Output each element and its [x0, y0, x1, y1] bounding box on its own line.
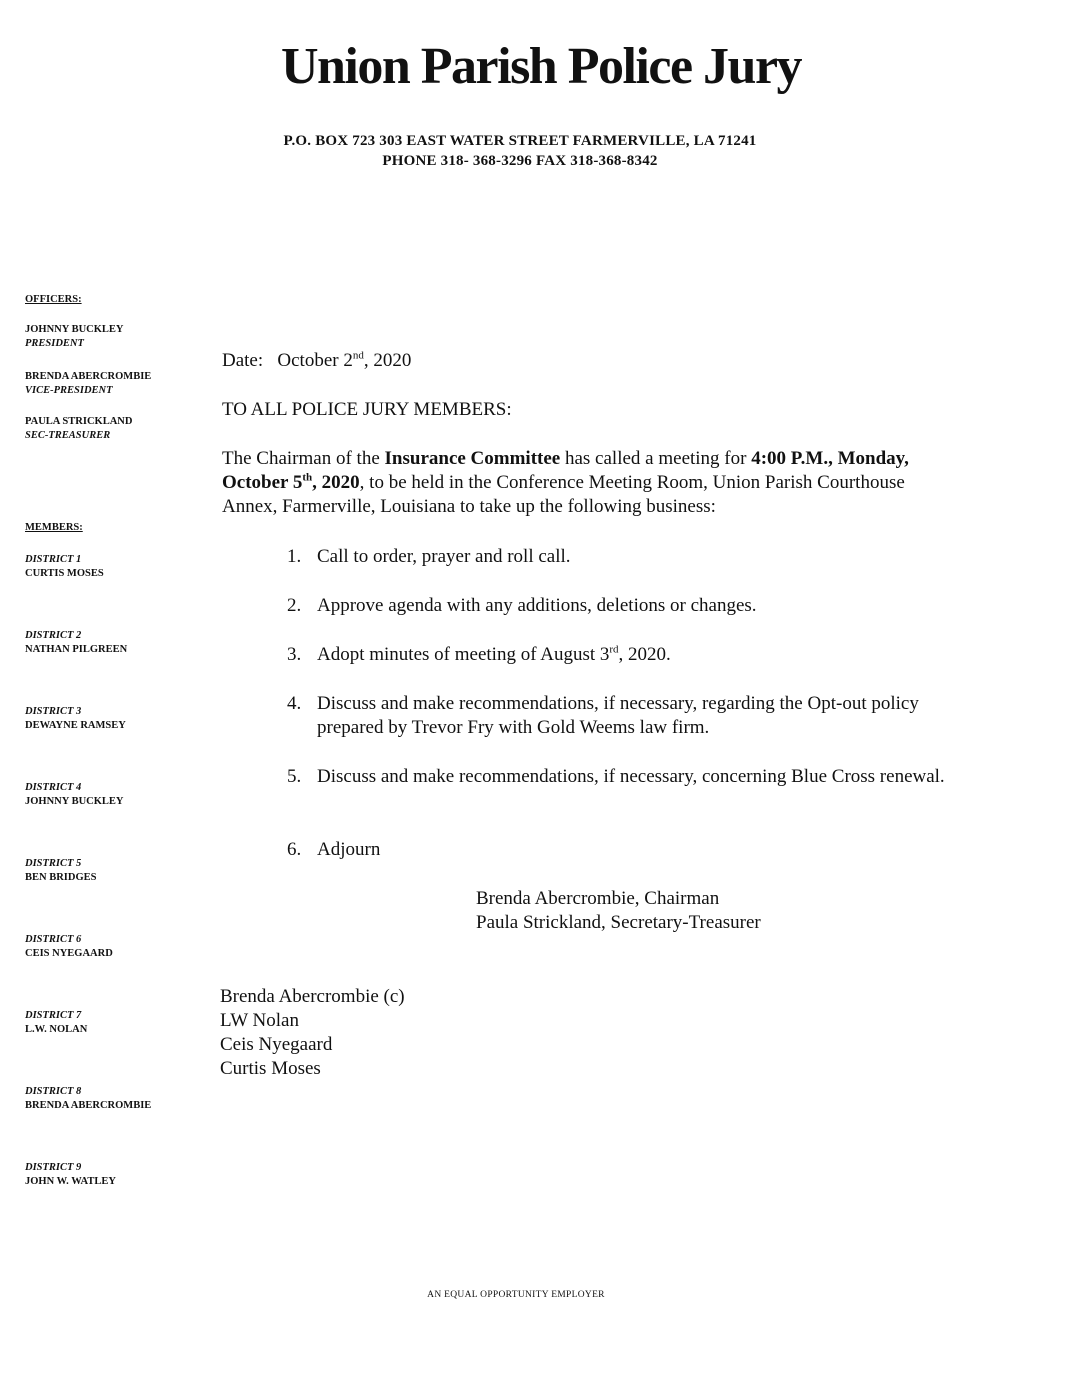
member-entry: DISTRICT 9 JOHN W. WATLEY: [25, 1162, 116, 1187]
signature-secretary: Paula Strickland, Secretary-Treasurer: [476, 912, 761, 933]
agenda-item: 3. Adopt minutes of meeting of August 3rd, 2020.: [287, 643, 671, 665]
member-entry: DISTRICT 8 BRENDA ABERCROMBIE: [25, 1086, 152, 1111]
member-entry: DISTRICT 5 BEN BRIDGES: [25, 858, 97, 883]
committee-member: Ceis Nyegaard: [220, 1034, 333, 1055]
agenda-item: 4. Discuss and make recommendations, if necessary, regarding the Opt-out policy prepared by Trevor Fry with Gold Weems law firm.: [287, 693, 919, 738]
intro-paragraph: The Chairman of the Insurance Committee has called a meeting for 4:00 P.M., Monday, October 5th, 2020, to be held in the Conference Meeting Room, Union Parish Courthouse Annex, Farmerville, Louisiana to take up the following business:: [222, 448, 909, 517]
footer-text: AN EQUAL OPPORTUNITY EMPLOYER: [427, 1290, 605, 1300]
agenda-item: 5. Discuss and make recommendations, if necessary, concerning Blue Cross renewal.: [287, 766, 945, 787]
phone-fax-line: PHONE 318- 368-3296 FAX 318-368-8342: [382, 153, 658, 169]
letterhead-title: Union Parish Police Jury: [280, 38, 802, 95]
signature-chairman: Brenda Abercrombie, Chairman: [476, 888, 720, 909]
agenda-item: 6. Adjourn: [287, 839, 381, 860]
officer-entry: BRENDA ABERCROMBIE VICE-PRESIDENT: [25, 371, 152, 396]
member-entry: DISTRICT 1 CURTIS MOSES: [25, 554, 104, 579]
date-line: Date: October 2nd, 2020: [222, 349, 412, 371]
member-entry: DISTRICT 7 L.W. NOLAN: [25, 1010, 88, 1035]
committee-member: Curtis Moses: [220, 1058, 321, 1079]
member-entry: DISTRICT 4 JOHNNY BUCKLEY: [25, 782, 124, 807]
address-line: P.O. BOX 723 303 EAST WATER STREET FARMERVILLE, LA 71241: [283, 133, 757, 149]
member-entry: DISTRICT 6 CEIS NYEGAARD: [25, 934, 113, 959]
committee-member: Brenda Abercrombie (c): [220, 986, 405, 1007]
officer-entry: JOHNNY BUCKLEY PRESIDENT: [25, 324, 124, 349]
salutation: TO ALL POLICE JURY MEMBERS:: [222, 399, 512, 420]
officers-heading: OFFICERS:: [25, 294, 82, 305]
officer-entry: PAULA STRICKLAND SEC-TREASURER: [25, 416, 133, 441]
agenda-item: 2. Approve agenda with any additions, deletions or changes.: [287, 595, 757, 616]
members-heading: MEMBERS:: [25, 522, 83, 533]
agenda-item: 1. Call to order, prayer and roll call.: [287, 546, 571, 567]
committee-member: LW Nolan: [220, 1010, 299, 1031]
member-entry: DISTRICT 3 DEWAYNE RAMSEY: [25, 706, 126, 731]
member-entry: DISTRICT 2 NATHAN PILGREEN: [25, 630, 128, 655]
